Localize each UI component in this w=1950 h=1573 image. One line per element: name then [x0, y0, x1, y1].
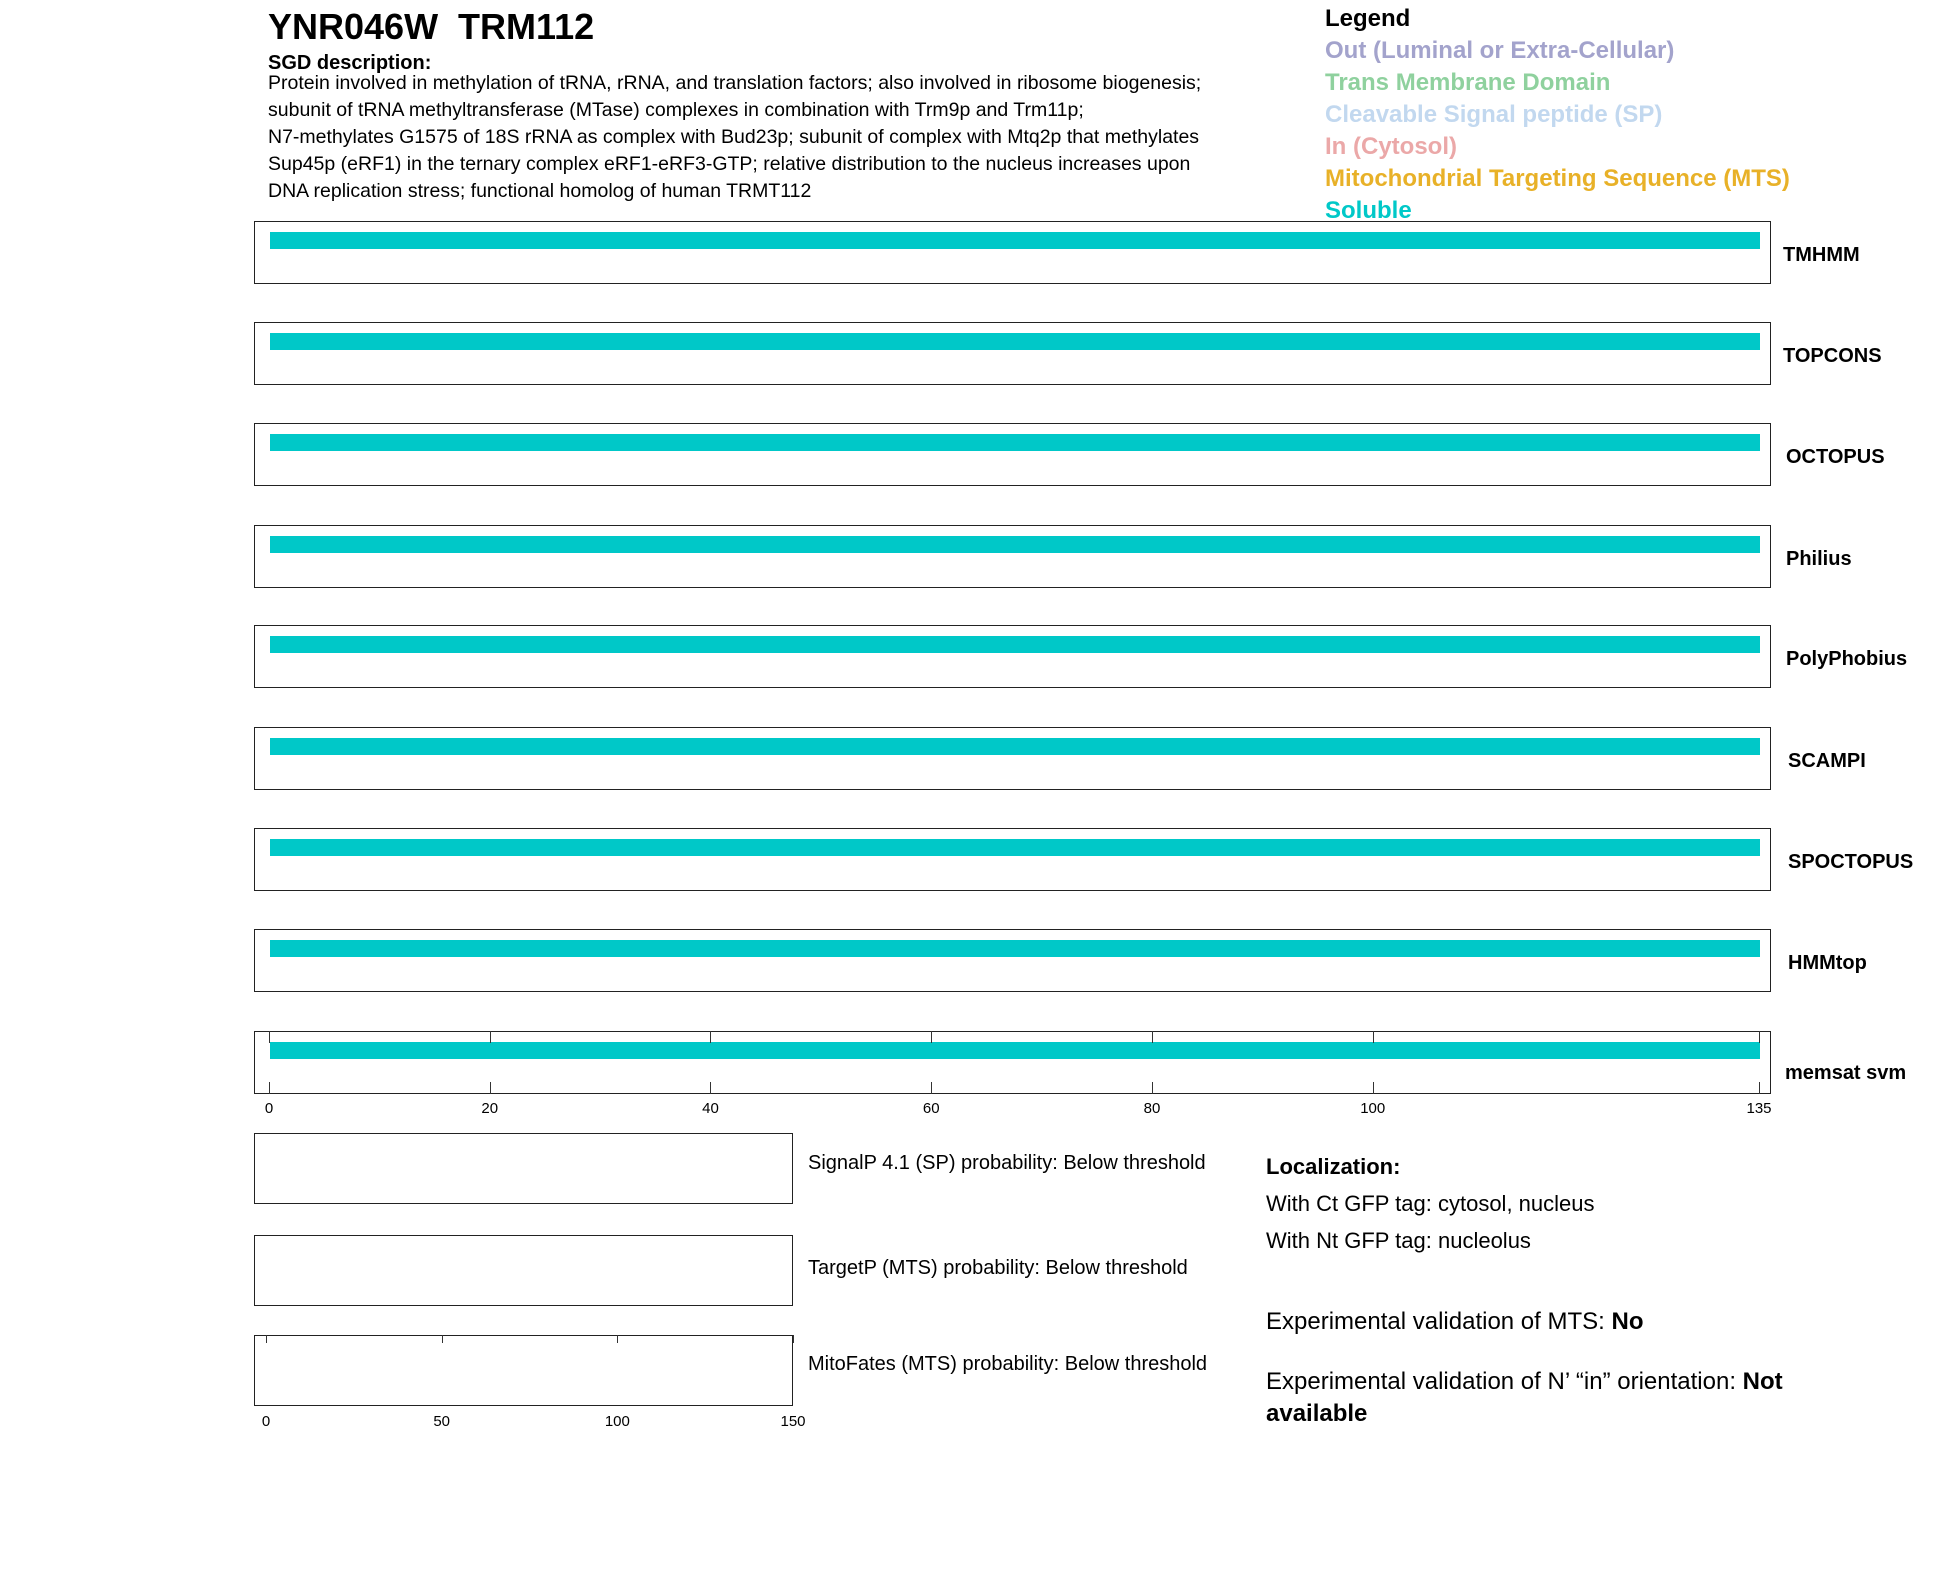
track-box — [254, 423, 1771, 486]
axis-tick-label: 50 — [433, 1413, 450, 1430]
track-label: TMHMM — [1783, 244, 1860, 266]
page-title: YNR046W TRM112 — [268, 6, 595, 47]
track-box — [254, 625, 1771, 688]
legend-item-sp: Cleavable Signal peptide (SP) — [1325, 101, 1663, 128]
axis-tick-label: 150 — [780, 1413, 806, 1430]
sgd-description — [268, 70, 1288, 205]
axis-tick — [1152, 1082, 1153, 1094]
axis-tick — [269, 1031, 270, 1043]
axis-tick-label: 100 — [1360, 1100, 1386, 1117]
track-label: HMMtop — [1788, 952, 1867, 974]
axis-tick — [710, 1031, 711, 1043]
probability-panel — [254, 1133, 793, 1204]
track-segment — [270, 738, 1760, 755]
axis-tick — [793, 1335, 794, 1343]
legend-item-mts: Mitochondrial Targeting Sequence (MTS) — [1325, 165, 1790, 192]
sgd-line: Protein involved in methylation of tRNA, rRNA, and translation factors; also involved in ribosome biogenesis; — [268, 72, 1202, 94]
validation-mts — [1266, 1306, 1866, 1338]
track-box — [254, 221, 1771, 284]
axis-tick-label: 80 — [1143, 1100, 1161, 1117]
track-segment — [270, 636, 1760, 653]
track-label: SPOCTOPUS — [1788, 851, 1914, 873]
axis-tick — [1759, 1031, 1760, 1043]
sgd-line: N7-methylates G1575 of 18S rRNA as complex with Bud23p; subunit of complex with Mtq2p that methylates — [268, 126, 1200, 148]
legend-title: Legend — [1325, 5, 1411, 32]
axis-tick — [442, 1335, 443, 1343]
axis-tick-label: 0 — [264, 1100, 274, 1117]
track-segment — [270, 536, 1760, 553]
probability-label: MitoFates (MTS) probability: Below threshold — [808, 1353, 1208, 1375]
axis-tick — [710, 1082, 711, 1094]
axis-tick — [1759, 1082, 1760, 1094]
probability-label: SignalP 4.1 (SP) probability: Below threshold — [808, 1152, 1206, 1174]
legend — [1325, 3, 1790, 227]
sgd-description-heading: SGD description: — [268, 52, 432, 74]
axis-tick — [1373, 1082, 1374, 1094]
sgd-line: subunit of tRNA methyltransferase (MTase) complexes in combination with Trm9p and Trm11p; — [268, 99, 1084, 121]
axis-tick — [490, 1031, 491, 1043]
track-segment — [270, 839, 1760, 856]
track-label: memsat svm — [1785, 1062, 1907, 1084]
track-label: SCAMPI — [1788, 750, 1866, 772]
validation-n-in-value: Not available — [1266, 1368, 1783, 1427]
track-label: TOPCONS — [1783, 345, 1882, 367]
localization-heading: Localization: — [1266, 1154, 1401, 1179]
track-label: PolyPhobius — [1786, 648, 1908, 670]
axis-tick-label: 100 — [604, 1413, 630, 1430]
axis-tick — [1152, 1031, 1153, 1043]
axis-tick — [266, 1335, 267, 1343]
probability-panel — [254, 1335, 793, 1406]
track-box — [254, 322, 1771, 385]
axis-tick — [617, 1335, 618, 1343]
track-segment — [270, 333, 1760, 350]
track-segment — [270, 940, 1760, 957]
localization-nt: With Nt GFP tag: nucleolus — [1266, 1228, 1531, 1253]
track-segment — [270, 232, 1760, 249]
axis-tick-label: 20 — [481, 1100, 499, 1117]
axis-tick — [269, 1082, 270, 1094]
legend-item-out: Out (Luminal or Extra-Cellular) — [1325, 37, 1675, 64]
track-box — [254, 929, 1771, 992]
legend-item-in: In (Cytosol) — [1325, 133, 1457, 160]
track-segment — [270, 434, 1760, 451]
localization — [1266, 1148, 1595, 1259]
track-segment — [270, 1042, 1760, 1059]
axis-tick — [931, 1082, 932, 1094]
probability-label: TargetP (MTS) probability: Below threshold — [808, 1257, 1188, 1279]
validation-mts-label: Experimental validation of MTS: — [1266, 1308, 1612, 1335]
axis-tick-label: 60 — [922, 1100, 940, 1117]
sgd-line: Sup45p (eRF1) in the ternary complex eRF1-eRF3-GTP; relative distribution to the nucleus increases upon — [268, 153, 1191, 175]
track-label: Philius — [1786, 548, 1852, 570]
axis-tick — [1373, 1031, 1374, 1043]
axis-tick-label: 135 — [1746, 1100, 1772, 1117]
localization-ct: With Ct GFP tag: cytosol, nucleus — [1266, 1191, 1595, 1216]
validation-n-in-label: Experimental validation of N’ “in” orientation: — [1266, 1368, 1743, 1395]
axis-tick — [490, 1082, 491, 1094]
legend-item-tm: Trans Membrane Domain — [1325, 69, 1611, 96]
track-box — [254, 525, 1771, 588]
track-label: OCTOPUS — [1786, 446, 1885, 468]
legend-item-soluble: Soluble — [1325, 197, 1412, 224]
validation-mts-value: No — [1611, 1308, 1644, 1335]
axis-tick — [931, 1031, 932, 1043]
track-box — [254, 828, 1771, 891]
track-box — [254, 727, 1771, 790]
probability-panel — [254, 1235, 793, 1306]
track-box — [254, 1031, 1771, 1094]
axis-tick-label: 40 — [702, 1100, 719, 1117]
axis-tick-label: 0 — [261, 1413, 271, 1430]
validation-n-in — [1266, 1366, 1866, 1430]
sgd-line: DNA replication stress; functional homolog of human TRMT112 — [268, 180, 812, 202]
